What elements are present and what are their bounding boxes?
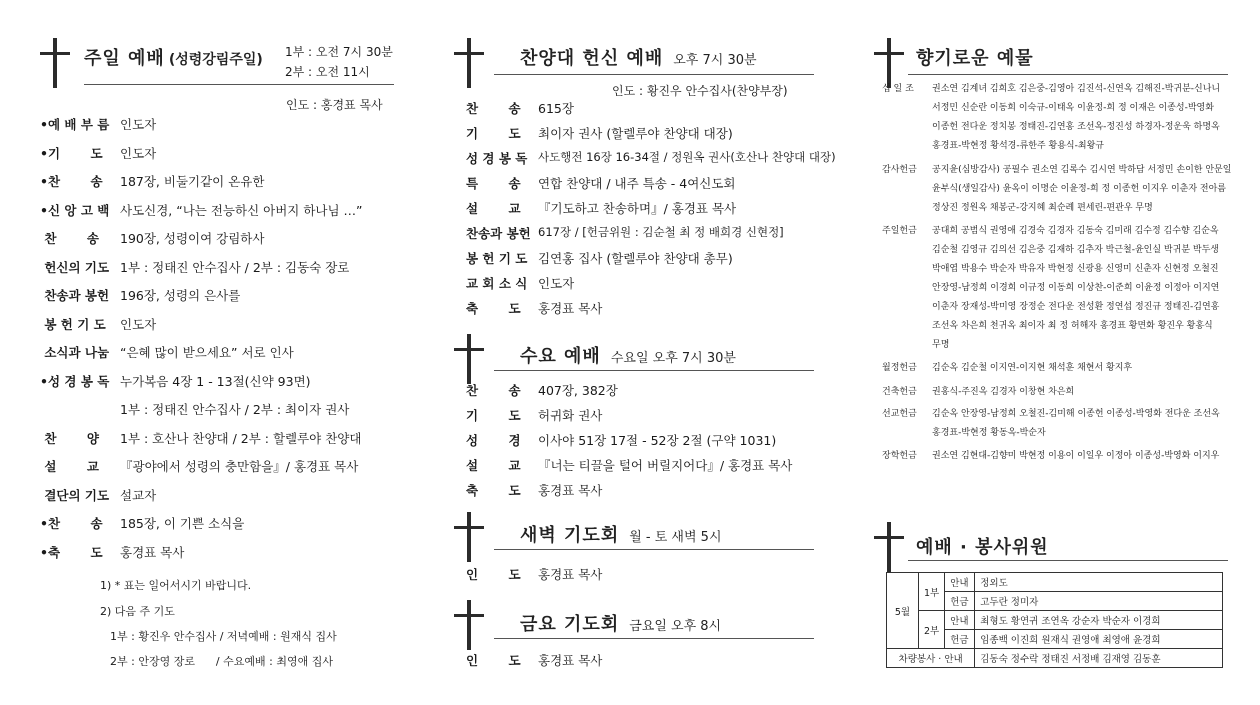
text-label: 기 도	[466, 408, 521, 423]
text-label: 특 송	[466, 176, 521, 191]
text-label: •예 배 부 름	[40, 117, 110, 132]
text-label: 십 일 조	[882, 84, 914, 94]
table-row	[887, 611, 1223, 630]
offering-names: 홍경표-박현정 황동옥-박순자	[932, 428, 1046, 438]
text-label: 홍경표 목사	[538, 653, 603, 668]
text-label: 1부 : 정태진 안수집사 / 2부 : 김동숙 장로	[120, 260, 350, 275]
role-cell: 안내	[945, 573, 975, 592]
text-label: 결단의 기도	[40, 488, 110, 503]
dawn-prayer-time: 월 - 토 새벽 5시	[629, 530, 722, 545]
service-committee-table	[886, 572, 1223, 668]
text-label: 『너는 티끌을 털어 버릴지어다』/ 홍경표 목사	[538, 458, 793, 473]
text-label: 홍경표 목사	[538, 567, 603, 582]
cross-icon	[454, 512, 484, 562]
friday-prayer-heading	[520, 610, 721, 636]
role-cell: 헌금	[945, 592, 975, 611]
table-row	[887, 649, 1223, 668]
heading-rule	[494, 638, 814, 639]
offering-names: 홍경표-박현정 황석경-류한주 황용식-최왕규	[932, 141, 1104, 151]
sunday-service-title: 주일 예배	[84, 48, 165, 69]
text-label: 찬송과 봉헌	[40, 288, 110, 303]
role-cell: 헌금	[945, 630, 975, 649]
offering-names: 권소연 김계녀 김희호 김은중-김영아 김진석-신연옥 김해진-박귀분-신나니	[932, 84, 1221, 94]
wednesday-service-heading	[520, 342, 736, 368]
text-label: 헌신의 기도	[40, 260, 110, 275]
text-label: 『기도하고 찬송하며』/ 홍경표 목사	[538, 201, 737, 216]
service-time-2: 2부 : 오전 11시	[285, 65, 370, 79]
text-label: 교 회 소 식	[466, 276, 528, 291]
friday-prayer-time: 금요일 오후 8시	[629, 619, 722, 634]
choir-presider: 인도 : 황진우 안수집사(찬양부장)	[612, 84, 788, 98]
text-label: 최이자 권사 (할렐루야 찬양대 대장)	[538, 126, 733, 141]
offering-names: 이춘자 장재성-박미영 장정순 전다운 전성환 정연섭 정진규 정태진-김연홍	[932, 302, 1220, 312]
sunday-service-heading	[84, 44, 263, 70]
part-cell: 1부	[919, 573, 945, 611]
text-label: 봉 헌 기 도	[40, 317, 106, 332]
text-label: 1부 : 정태진 안수집사 / 2부 : 최이자 권사	[120, 402, 350, 417]
text-label: 홍경표 목사	[120, 545, 185, 560]
names-cell: 최형도 황연귀 조연옥 강순자 박순자 이경희	[975, 611, 1223, 630]
note: 2부 : 안장영 장로 / 수요예배 : 최영애 집사	[110, 655, 333, 668]
offering-names: 서정민 신순란 이동희 이숙규-이태옥 이윤정-희 정 이재은 이종성-박영화	[932, 103, 1214, 113]
text-label: 1부 : 호산나 찬양대 / 2부 : 할렐루야 찬양대	[120, 431, 362, 446]
sunday-service-subtitle: (성령강림주일)	[168, 52, 263, 68]
offering-names: 김순철 김영규 김의선 김은중 김재하 김추자 박근철-윤인실 박귀분 박두생	[932, 245, 1219, 255]
choir-service-title: 찬양대 헌신 예배	[520, 48, 664, 69]
offerings-title: 향기로운 예물	[916, 48, 1034, 69]
dawn-prayer-heading	[520, 521, 722, 547]
evening-services-column	[450, 0, 836, 705]
text-label: 인도자	[120, 317, 157, 332]
text-label: 찬 양	[40, 431, 99, 446]
text-label: 찬송과 봉헌	[466, 226, 531, 241]
text-label: •성 경 봉 독	[40, 374, 110, 389]
note: 2) 다음 주 기도	[100, 605, 175, 618]
text-label: 설교자	[120, 488, 157, 503]
text-label: 축 도	[466, 483, 521, 498]
text-label: •신 앙 고 백	[40, 203, 110, 218]
wednesday-service-time: 수요일 오후 7시 30분	[610, 351, 736, 366]
wednesday-service-title: 수요 예배	[520, 346, 601, 367]
offering-names: 공대희 공범식 권영애 김경숙 김경자 김동숙 김미래 김수정 김수향 김순옥	[932, 226, 1219, 236]
text-label: 187장, 비둘기같이 온유한	[120, 174, 265, 189]
text-label: 홍경표 목사	[538, 483, 603, 498]
text-label: •찬 송	[40, 516, 103, 531]
text-label: 이사야 51장 17절 - 52장 2절 (구약 1031)	[538, 433, 777, 448]
cross-icon	[454, 600, 484, 650]
text-label: 월정헌금	[882, 363, 917, 373]
offering-names: 권홍식-주진옥 김경자 이창현 차은희	[932, 387, 1075, 397]
text-label: 190장, 성령이여 강림하사	[120, 231, 265, 246]
text-label: 인도자	[538, 276, 575, 291]
heading-rule	[494, 74, 814, 75]
text-label: 196장, 성령의 은사를	[120, 288, 241, 303]
text-label: 기 도	[466, 126, 521, 141]
service-time-1: 1부 : 오전 7시 30분	[285, 45, 393, 59]
text-label: 인 도	[466, 653, 521, 668]
dawn-prayer-title: 새벽 기도회	[520, 525, 620, 546]
table-row	[887, 573, 1223, 592]
text-label: 성 경 봉 독	[466, 151, 528, 166]
cross-icon	[874, 522, 904, 572]
text-label: 찬 송	[466, 383, 521, 398]
offering-names: 박애엽 박용수 박순자 박유자 박현정 신광용 신영미 신춘자 신현정 오철진	[932, 264, 1219, 274]
heading-rule	[494, 370, 814, 371]
text-label: 설 교	[466, 458, 521, 473]
month-cell: 5월	[887, 573, 919, 649]
offering-names: 윤부식(생일감사) 윤옥이 이명순 이윤정-희 정 이종헌 이지우 이춘자 전아름	[932, 184, 1226, 194]
role-cell: 안내	[945, 611, 975, 630]
text-label: 연합 찬양대 / 내주 특송 - 4여신도회	[538, 176, 736, 191]
service-committee-title: 예배 · 봉사위원	[916, 537, 1049, 558]
text-label: 주일헌금	[882, 226, 917, 236]
text-label: 615장	[538, 101, 574, 116]
sunday-service-column	[36, 0, 396, 705]
offering-names: 조선옥 차은희 천귀옥 최이자 최 정 허해자 홍경표 황면화 황진우 황홍식	[932, 321, 1213, 331]
text-label: 선교헌금	[882, 409, 917, 419]
text-label: 사도행전 16장 16-34절 / 정원옥 권사(호산나 찬양대 대장)	[538, 150, 836, 164]
text-label: 설 교	[466, 201, 521, 216]
text-label: 감사헌금	[882, 165, 917, 175]
cross-icon	[40, 38, 70, 88]
note: 1부 : 황진우 안수집사 / 저녁예배 : 원재식 집사	[110, 630, 337, 643]
offering-names: 권소연 김현대-김향미 박현정 이용이 이일우 이정아 이종성-박영화 이지우	[932, 451, 1220, 461]
text-label: 『광야에서 성령의 충만함을』/ 홍경표 목사	[120, 459, 359, 474]
text-label: 건축헌금	[882, 387, 917, 397]
vehicle-label-cell: 차량봉사 · 안내	[887, 649, 975, 668]
text-label: 사도신경, “나는 전능하신 아버지 하나님 …”	[120, 203, 363, 218]
text-label: “은혜 많이 받으세요” 서로 인사	[120, 345, 294, 360]
cross-icon	[454, 38, 484, 88]
part-cell: 2부	[919, 611, 945, 649]
text-label: 인도자	[120, 146, 157, 161]
offering-names: 공지윤(심방감사) 공필수 권소연 김록수 김시연 박하담 서정민 손이한 안문일	[932, 165, 1232, 175]
heading-rule	[908, 74, 1228, 75]
text-label: 617장 / [헌금위원 : 김순철 최 정 배희경 신현정]	[538, 225, 784, 239]
text-label: 홍경표 목사	[538, 301, 603, 316]
text-label: 허귀화 권사	[538, 408, 603, 423]
offering-names: 안장영-남정희 이경희 이규정 이동희 이상찬-이준희 이윤정 이정아 이지연	[932, 283, 1220, 293]
text-label: 407장, 382장	[538, 383, 618, 398]
offering-names: 이종헌 전다운 정치봉 정태진-김연홍 조선옥-정진성 하경자-정운욱 하명옥	[932, 122, 1220, 132]
text-label: 설 교	[40, 459, 99, 474]
text-label: 축 도	[466, 301, 521, 316]
names-cell: 임종백 이진희 원재식 권영애 최영애 윤경희	[975, 630, 1223, 649]
sunday-service-times	[285, 42, 393, 82]
offering-names: 무명	[932, 340, 950, 350]
text-label: •축 도	[40, 545, 103, 560]
cross-icon	[454, 334, 484, 384]
friday-prayer-title: 금요 기도회	[520, 614, 620, 635]
names-cell: 정외도	[975, 573, 1223, 592]
text-label: •찬 송	[40, 174, 103, 189]
choir-service-time: 오후 7시 30분	[673, 53, 757, 68]
offering-names: 김순옥 안장영-남정희 오철진-김미해 이종헌 이종성-박영화 전다운 조선옥	[932, 409, 1220, 419]
text-label: 장학헌금	[882, 451, 917, 461]
heading-rule	[908, 560, 1228, 561]
heading-rule	[84, 84, 394, 85]
text-label: 누가복음 4장 1 - 13절(신약 93면)	[120, 374, 311, 389]
text-label: 인 도	[466, 567, 521, 582]
text-label: 봉 헌 기 도	[466, 251, 528, 266]
choir-service-heading	[520, 44, 757, 70]
presider: 인도 : 홍경표 목사	[286, 98, 383, 112]
text-label: 찬 송	[40, 231, 99, 246]
text-label: 185장, 이 기쁜 소식을	[120, 516, 245, 531]
text-label: 인도자	[120, 117, 157, 132]
offering-names: 정상진 정원옥 채봉군-강지혜 최순례 편세린-편관우 무명	[932, 203, 1153, 213]
names-cell: 김동숙 정수락 정태진 서정배 김재영 김동훈	[975, 649, 1223, 668]
text-label: 소식과 나눔	[40, 345, 110, 360]
names-cell: 고두란 정미자	[975, 592, 1223, 611]
text-label: 성 경	[466, 433, 521, 448]
text-label: •기 도	[40, 146, 103, 161]
text-label: 김연홍 집사 (할렐루야 찬양대 총무)	[538, 251, 733, 266]
text-label: 찬 송	[466, 101, 521, 116]
note: 1) * 표는 일어서시기 바랍니다.	[100, 579, 252, 592]
offering-names: 김순옥 김순철 이지연-이지현 채석훈 채현서 황지후	[932, 363, 1133, 373]
heading-rule	[494, 549, 814, 550]
